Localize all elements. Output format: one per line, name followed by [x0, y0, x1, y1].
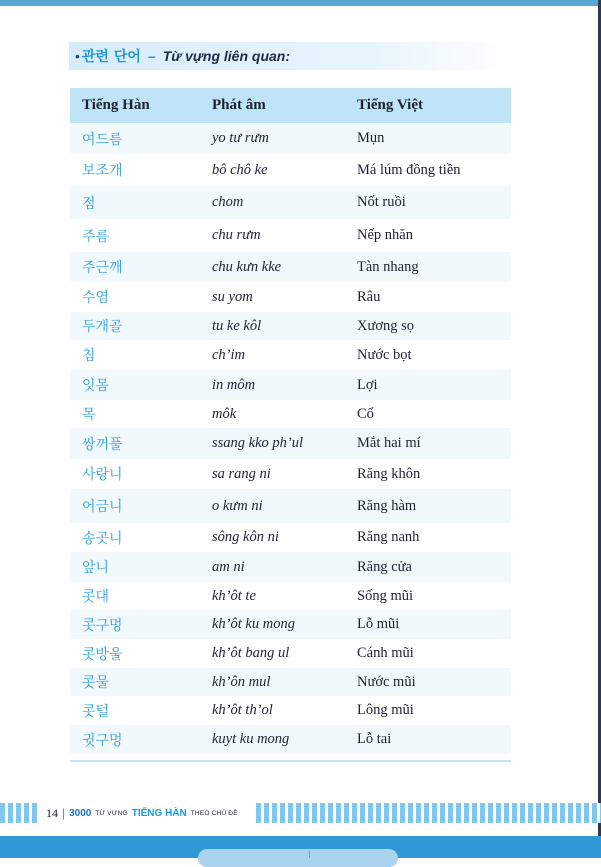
cell-pronunciation: tu ke kôl [212, 312, 357, 340]
cell-korean: 여드름 [70, 123, 212, 154]
cell-korean: 잇몸 [70, 370, 212, 400]
cell-korean: 콧털 [70, 696, 212, 725]
cell-korean: 귓구멍 [70, 725, 212, 754]
cell-vietnamese: Mắt hai mí [357, 428, 511, 459]
cell-vietnamese: Nốt ruồi [357, 186, 511, 219]
cell-korean: 보조개 [70, 154, 212, 186]
heading-korean: 관련 단어 [81, 49, 141, 65]
table-row [70, 696, 511, 725]
cell-pronunciation: in môm [212, 370, 357, 400]
cell-pronunciation: bô chô ke [212, 154, 357, 186]
table-row [70, 370, 511, 400]
table-row [70, 400, 511, 428]
cell-korean: 두개골 [70, 312, 212, 340]
book-title-highlight: TIẾNG HÀN [131, 807, 187, 819]
cell-korean: 콧방울 [70, 639, 212, 668]
cell-korean: 송곳니 [70, 523, 212, 552]
cell-korean: 목 [70, 400, 212, 428]
cell-vietnamese: Tàn nhang [357, 252, 511, 282]
heading-bullet: • [75, 48, 80, 64]
cell-pronunciation: kh’ôt ku mong [212, 610, 357, 639]
cell-korean: 침 [70, 340, 212, 370]
cell-vietnamese: Sống mũi [357, 582, 511, 610]
table-row [70, 154, 511, 186]
cell-vietnamese: Lợi [357, 370, 511, 400]
cell-korean: 앞니 [70, 552, 212, 582]
cell-pronunciation: ch’im [212, 340, 357, 370]
cell-pronunciation: chu kưn kke [212, 252, 357, 282]
cell-pronunciation: am ni [212, 552, 357, 582]
table-row [70, 489, 511, 523]
cell-pronunciation: sông kôn ni [212, 523, 357, 552]
cell-vietnamese: Cánh mũi [357, 639, 511, 668]
table-row [70, 639, 511, 668]
table-row [70, 282, 511, 312]
table-row [70, 725, 511, 754]
cell-pronunciation: su yom [212, 282, 357, 312]
bottom-tab-divider [309, 851, 310, 858]
cell-vietnamese: Nếp nhăn [357, 219, 511, 252]
table-row [70, 552, 511, 582]
cell-vietnamese: Nước bọt [357, 340, 511, 370]
cell-korean: 콧대 [70, 582, 212, 610]
table-row [70, 340, 511, 370]
column-header-pronunciation: Phát âm [212, 88, 357, 123]
book-title-number: 3000 [69, 807, 92, 819]
table-bottom-rule [70, 754, 511, 761]
cell-korean: 쌍꺼풀 [70, 428, 212, 459]
cell-vietnamese: Cổ [357, 400, 511, 428]
cell-korean: 수염 [70, 282, 212, 312]
cell-pronunciation: yo tư rưm [212, 123, 357, 154]
table-row [70, 668, 511, 696]
top-border-strip [0, 0, 601, 6]
table-row [70, 252, 511, 282]
cell-korean: 콧구멍 [70, 610, 212, 639]
cell-pronunciation: sa rang ni [212, 459, 357, 489]
cell-vietnamese: Răng khôn [357, 459, 511, 489]
table-row [70, 523, 511, 552]
heading-vietnamese: Từ vựng liên quan: [162, 48, 291, 64]
cell-korean: 점 [70, 186, 212, 219]
book-title-text-1: TỪ VỰNG [95, 809, 128, 817]
cell-vietnamese: Răng nanh [357, 523, 511, 552]
cell-korean: 어금니 [70, 489, 212, 523]
column-header-vietnamese: Tiếng Việt [357, 88, 511, 123]
table-row [70, 610, 511, 639]
cell-pronunciation: kh’ôt th’ol [212, 696, 357, 725]
cell-korean: 콧물 [70, 668, 212, 696]
cell-pronunciation: kh’ôt bang ul [212, 639, 357, 668]
cell-vietnamese: Xương sọ [357, 312, 511, 340]
table-row [70, 428, 511, 459]
cell-vietnamese: Lỗ mũi [357, 610, 511, 639]
cell-pronunciation: kh’ôn mul [212, 668, 357, 696]
cell-pronunciation: chu rưm [212, 219, 357, 252]
column-header-korean: Tiếng Hàn [70, 88, 212, 123]
vocabulary-table [70, 88, 511, 762]
table-row [70, 123, 511, 154]
cell-pronunciation: kuyt ku mong [212, 725, 357, 754]
section-heading [69, 42, 511, 70]
table-row [70, 459, 511, 489]
table-row [70, 219, 511, 252]
cell-pronunciation: môk [212, 400, 357, 428]
cell-vietnamese: Răng cửa [357, 552, 511, 582]
cell-vietnamese: Lỗ tai [357, 725, 511, 754]
cell-pronunciation: o kưm ni [212, 489, 357, 523]
cell-vietnamese: Râu [357, 282, 511, 312]
cell-pronunciation: ssang kko ph’ul [212, 428, 357, 459]
cell-korean: 사랑니 [70, 459, 212, 489]
cell-korean: 주근깨 [70, 252, 212, 282]
table-row [70, 312, 511, 340]
cell-korean: 주름 [70, 219, 212, 252]
book-title-text-2: THEO CHỦ ĐỀ [190, 809, 238, 817]
cell-vietnamese: Mụn [357, 123, 511, 154]
table-header-row [70, 88, 511, 123]
cell-vietnamese: Răng hàm [357, 489, 511, 523]
table-row [70, 186, 511, 219]
cell-pronunciation: kh’ôt te [212, 582, 357, 610]
cell-vietnamese: Má lúm đồng tiền [357, 154, 511, 186]
cell-vietnamese: Lông mũi [357, 696, 511, 725]
cell-pronunciation: chom [212, 186, 357, 219]
heading-dash: – [147, 48, 156, 64]
page-number: 14 [46, 805, 58, 820]
bottom-page-tab [198, 849, 398, 867]
table-row [70, 582, 511, 610]
table-body [70, 123, 511, 754]
cell-vietnamese: Nước mũi [357, 668, 511, 696]
footer-separator: | [62, 806, 66, 820]
footer-label [38, 801, 253, 825]
